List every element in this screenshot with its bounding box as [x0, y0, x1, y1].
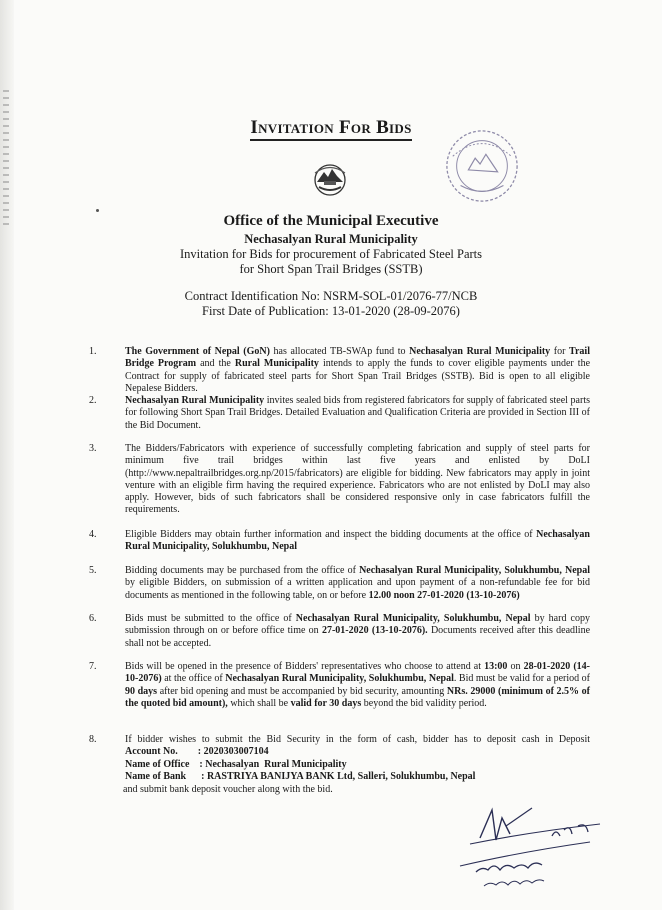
- bank-name-line: Name of Bank : RASTRIYA BANIJYA BANK Ltd, Salleri, Solukhumbu, Nepal: [125, 770, 476, 782]
- subject-line-2: for Short Span Trail Bridges (SSTB): [239, 262, 423, 276]
- clause-text: Bids must be submitted to the office of Nechasalyan Rural Municipality, Solukhumbu, Nepal by hard copy submission through on or before office time on 27-01-2020 (13-10-2076). Documents received after this deadline shall not be accepted.: [125, 613, 591, 649]
- clause-number: 3.: [89, 443, 97, 454]
- clause-text: If bidder wishes to submit the Bid Security in the form of cash, bidder has to deposit cash in Deposit Account No. : 2020303007104 Name of Office : Nechasalyan Rural Municipality Name of Bank : RASTRIYA BANIJYA BANK Ltd, Salleri, Solukhumbu, Nepal: [125, 734, 590, 782]
- clause-8-closing: and submit bank deposit voucher along with the bid.: [123, 784, 333, 795]
- account-number: Account No. : 2020303007104: [125, 746, 269, 758]
- clause-text: Nechasalyan Rural Municipality invites sealed bids from registered fabricators for supply of fabricated steel parts for following Short Span Trail Bridges. Detailed Evaluation and Qualification Criteria are provided in Section III of the Bid Document.: [125, 395, 590, 431]
- clause-number: 8.: [89, 734, 97, 745]
- clause-number: 1.: [89, 346, 97, 357]
- contract-identification: Contract Identification No: NSRM-SOL-01/2076-77/NCB: [184, 289, 478, 303]
- clause-text: Bidding documents may be purchased from the office of Nechasalyan Rural Municipality, Solukhumbu, Nepal by eligible Bidders, on submission of a written application and upon payment of a non-refundable fee for bid documents as mentioned in the following table, on or before 12.00 noon 27-01-2020 (13-10-2076): [125, 565, 590, 601]
- page-title: Invitation For Bids: [0, 117, 662, 139]
- publication-date: First Date of Publication: 13-01-2020 (28-09-2076): [202, 304, 460, 318]
- subject-line-1: Invitation for Bids for procurement of Fabricated Steel Parts: [179, 247, 482, 261]
- signature-stamp: [440, 796, 620, 896]
- municipality-name: Nechasalyan Rural Municipality: [244, 232, 418, 246]
- clause-number: 2.: [89, 395, 97, 406]
- clause-number: 5.: [89, 565, 97, 576]
- clause-text: Bids will be opened in the presence of Bidders' representatives who choose to attend at 13:00 on 28-01-2020 (14-10-2076) at the office of Nechasalyan Rural Municipality, Solukhumbu, Nepal. Bid must be valid for a period of 90 days after bid opening and must be accompanied by bid security, amounting NRs. 29000 (minimum of 2.5% of the quoted bid amount), which shall be valid for 30 days beyond the bid validity period.: [125, 661, 591, 709]
- scan-binding-marks: [3, 90, 9, 230]
- clause-number: 7.: [89, 661, 97, 672]
- scan-speck: [96, 209, 99, 212]
- clause-text: The Government of Nepal (GoN) has allocated TB-SWAp fund to Nechasalyan Rural Municipality for Trail Bridge Program and the Rural Municipality intends to apply the funds to cover eligible payments under the Contract for supply of fabricated steel parts for Short Span Trail Bridges (SSTB). Bid is open to all eligible Nepalese Bidders.: [125, 346, 591, 394]
- nepal-emblem-icon: [311, 160, 349, 198]
- office-name-line: Name of Office : Nechasalyan Rural Municipality: [125, 758, 347, 770]
- office-seal-stamp: [443, 127, 521, 205]
- clause-text: Eligible Bidders may obtain further information and inspect the bidding documents at the office of Nechasalyan Rural Municipality, Solukhumbu, Nepal: [125, 529, 590, 553]
- office-heading: Office of the Municipal Executive: [223, 213, 439, 229]
- clause-number: 6.: [89, 613, 97, 624]
- clause-text: The Bidders/Fabricators with experience of successfully completing fabrication and supply of steel parts for minimum five trail bridges within last five years and enlisted by DoLI (http://www.nepaltrailbridges.org.np/2015/fabricators) are eligible for bidding. New fabricators may apply in joint venture with an eligible firm having the required experience. Fabricators who are not enlisted by DoLI may also apply. However, bids of such fabricators shall be considered responsive only in case fabricators fulfill the requirements.: [125, 443, 590, 516]
- clause-number: 4.: [89, 529, 97, 540]
